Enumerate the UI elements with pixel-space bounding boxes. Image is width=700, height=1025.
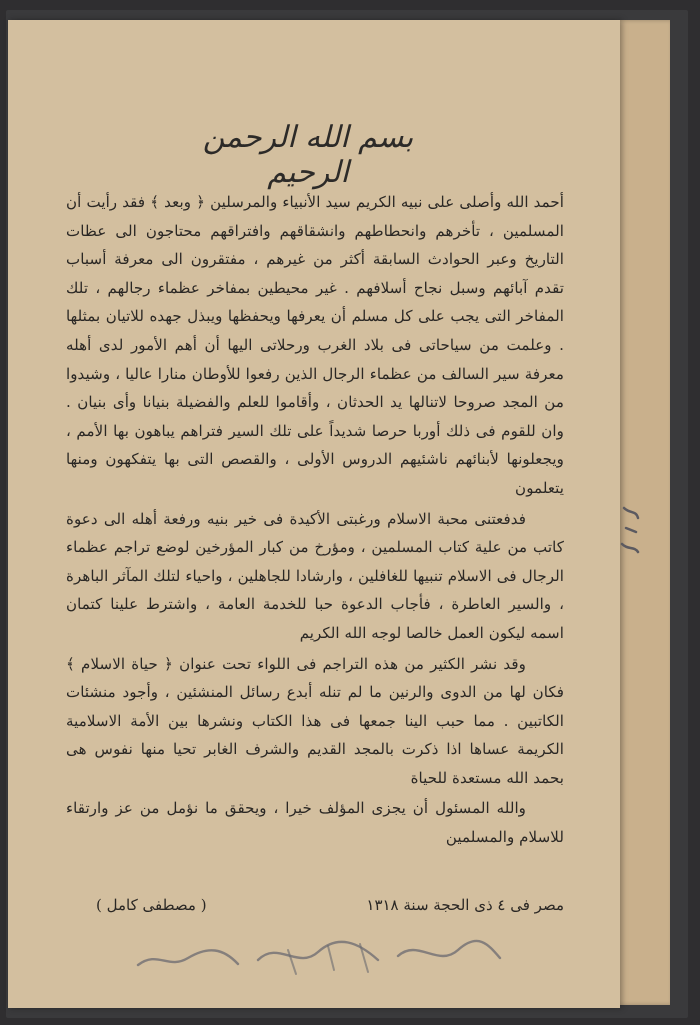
paragraph-closing: والله المسئول أن يجزى المؤلف خيرا ، ويحقق ما نؤمل من عز وارتقاء للاسلام والمسلمين <box>66 799 564 847</box>
document-page <box>8 20 620 1008</box>
date-line: مصر فى ٤ ذى الحجة سنة ١٣١٨ <box>366 896 564 914</box>
paragraph-publication: وقد نشر الكثير من هذه التراجم فى اللواء تحت عنوان ﴿ حياة الاسلام ﴾ فكان لها من الدوى والرنين ما لم تنله أبدع رسائل المنشئين ، وأجود منشئات الكاتبين . مما حبب الينا جمعها فى هذا الكتاب ونشرها بين الأمة الاسلامية الكريمة عساها اذا ذكرت بالمجد القديم والشرف الغابر تحيا منها نفوس هى بحمد الله مستعدة للحياة <box>66 654 564 787</box>
paragraph-intro: أحمد الله وأصلى على نبيه الكريم سيد الأنبياء والمرسلين ﴿ وبعد ﴾ فقد رأيت أن المسلمين ، تأخرهم وانحطاطهم وانشقاقهم وافتراقهم محتاجون الى عظات التاريخ وعبر الحوادث السابقة أكثر من غيرهم ، مفتقرون الى معرفة أسباب تقدم آبائهم وسبل نجاح أسلافهم . غير محيطين بمفاخر عظماء رجالهم ، تلك المفاخر التى يجب على كل مسلم أن يعرفها ويحفظها ويبذل جهده للاتيان بمثلها . وعلمت من سياحاتى فى بلاد الغرب ورحلاتى اليها أن أهم الأمور لدى أهله معرفة سير السالف من عظماء الرجال الذين رفعوا للأوطان منارا عاليا ، وشيدوا من المجد صروحا لاتنالها يد الحدثان ، وأقاموا للعلم والفضيلة بنيانا وأى بنيان . وان للقوم فى ذلك أوربا حرصا شديداً على تلك السير فتراهم يباهون بها الأمم ، ويجعلونها لأبنائهم ناشئيهم الدروس الأولى ، والقصص التى بها يتفكهون ومنها يتعلمون <box>66 193 564 497</box>
signature-row <box>66 892 564 922</box>
pencil-annotation <box>128 930 508 980</box>
preface-body <box>66 188 564 852</box>
basmala-heading: بسم الله الرحمن الرحيم <box>202 120 414 190</box>
paragraph-motivation: فدفعتنى محبة الاسلام ورغبتى الأكيدة فى خير بنيه ورفعة أهله الى دعوة كاتب من علية كتاب المسلمين ، ومؤرخ من كبار المؤرخين لوضع تراجم عظماء الرجال فى الاسلام تنبيها للغافلين ، وارشادا للجاهلين ، واحياء لتلك المآثر الباهرة ، والسير العاطرة ، فأجاب الدعوة حبا للخدمة العامة ، واشترط علينا كتمان اسمه ليكون العمل خالصا لوجه الله الكريم <box>66 509 564 642</box>
signature: ( مصطفى كامل ) <box>96 896 207 914</box>
pencil-margin-mark <box>616 500 646 560</box>
